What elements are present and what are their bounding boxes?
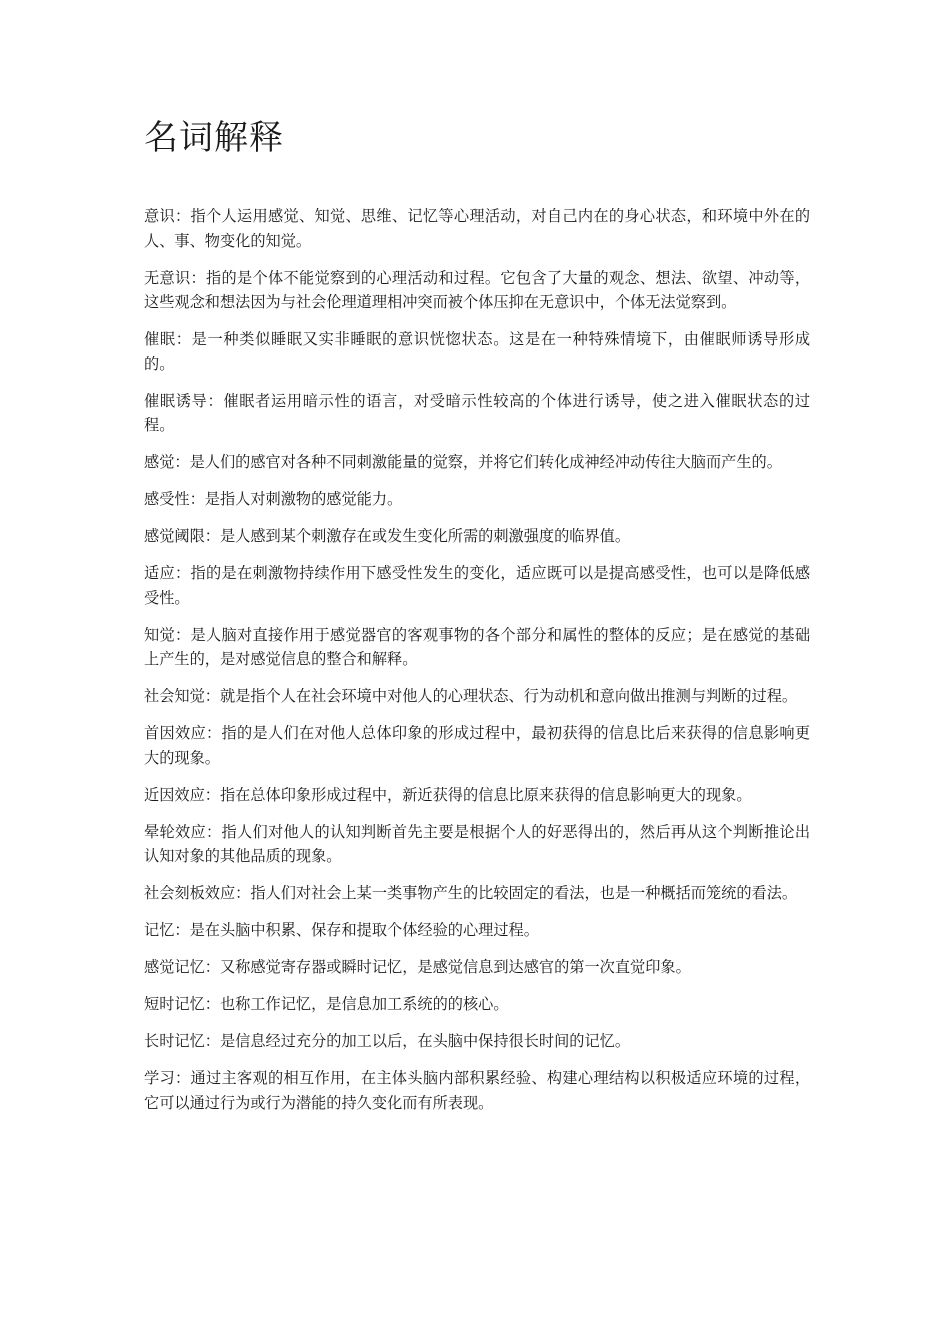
- definition-entry: 感受性：是指人对刺激物的感觉能力。: [144, 490, 403, 508]
- definition-entry: 长时记忆：是信息经过充分的加工以后，在头脑中保持很长时间的记忆。: [144, 1032, 630, 1050]
- definition-entry: 社会知觉：就是指个人在社会环境中对他人的心理状态、行为动机和意向做出推测与判断的过程。: [144, 687, 798, 705]
- page-title: 名词解释: [144, 118, 284, 158]
- definition-entry: 感觉记忆：又称感觉寄存器或瞬时记忆，是感觉信息到达感官的第一次直觉印象。: [144, 958, 691, 976]
- definition-entry: 记忆：是在头脑中积累、保存和提取个体经验的心理过程。: [144, 921, 539, 939]
- definition-entry: 感觉：是人们的感官对各种不同刺激能量的觉察，并将它们转化成神经冲动传往大脑而产生的。: [144, 453, 782, 471]
- definition-entry: 催眠诱导：催眠者运用暗示性的语言，对受暗示性较高的个体进行诱导，使之进入催眠状态的过程。: [144, 391, 810, 434]
- definition-entry: 适应：指的是在刺激物持续作用下感受性发生的变化，适应既可以是提高感受性，也可以是降低感受性。: [144, 564, 810, 607]
- definition-entry: 短时记忆：也称工作记忆，是信息加工系统的的核心。: [144, 995, 509, 1013]
- definition-entry: 近因效应：指在总体印象形成过程中，新近获得的信息比原来获得的信息影响更大的现象。: [144, 785, 752, 804]
- definition-entry: 感觉阈限：是人感到某个刺激存在或发生变化所需的刺激强度的临界值。: [144, 527, 630, 545]
- entry-list: [144, 204, 810, 1115]
- definition-entry: 知觉：是人脑对直接作用于感觉器官的客观事物的各个部分和属性的整体的反应；是在感觉的基础上产生的，是对感觉信息的整合和解释。: [144, 625, 810, 668]
- definition-entry: 意识：指个人运用感觉、知觉、思维、记忆等心理活动，对自己内在的身心状态，和环境中外在的人、事、物变化的知觉。: [144, 207, 810, 250]
- definition-entry: 催眠：是一种类似睡眠又实非睡眠的意识恍惚状态。这是在一种特殊情境下，由催眠师诱导形成的。: [144, 330, 810, 373]
- definition-entry: 学习：通过主客观的相互作用，在主体头脑内部积累经验、构建心理结构以积极适应环境的过程，它可以通过行为或行为潜能的持久变化而有所表现。: [144, 1069, 810, 1112]
- definition-entry: 首因效应：指的是人们在对他人总体印象的形成过程中，最初获得的信息比后来获得的信息影响更大的现象。: [144, 724, 810, 767]
- definition-entry: 无意识：指的是个体不能觉察到的心理活动和过程。它包含了大量的观念、想法、欲望、冲动等，这些观念和想法因为与社会伦理道理相冲突而被个体压抑在无意识中，个体无法觉察到。: [144, 268, 810, 311]
- document-page: [144, 112, 810, 1128]
- definition-entry: 晕轮效应：指人们对他人的认知判断首先主要是根据个人的好恶得出的，然后再从这个判断推论出认知对象的其他品质的现象。: [144, 822, 810, 865]
- definition-entry: 社会刻板效应：指人们对社会上某一类事物产生的比较固定的看法，也是一种概括而笼统的看法。: [144, 884, 798, 902]
